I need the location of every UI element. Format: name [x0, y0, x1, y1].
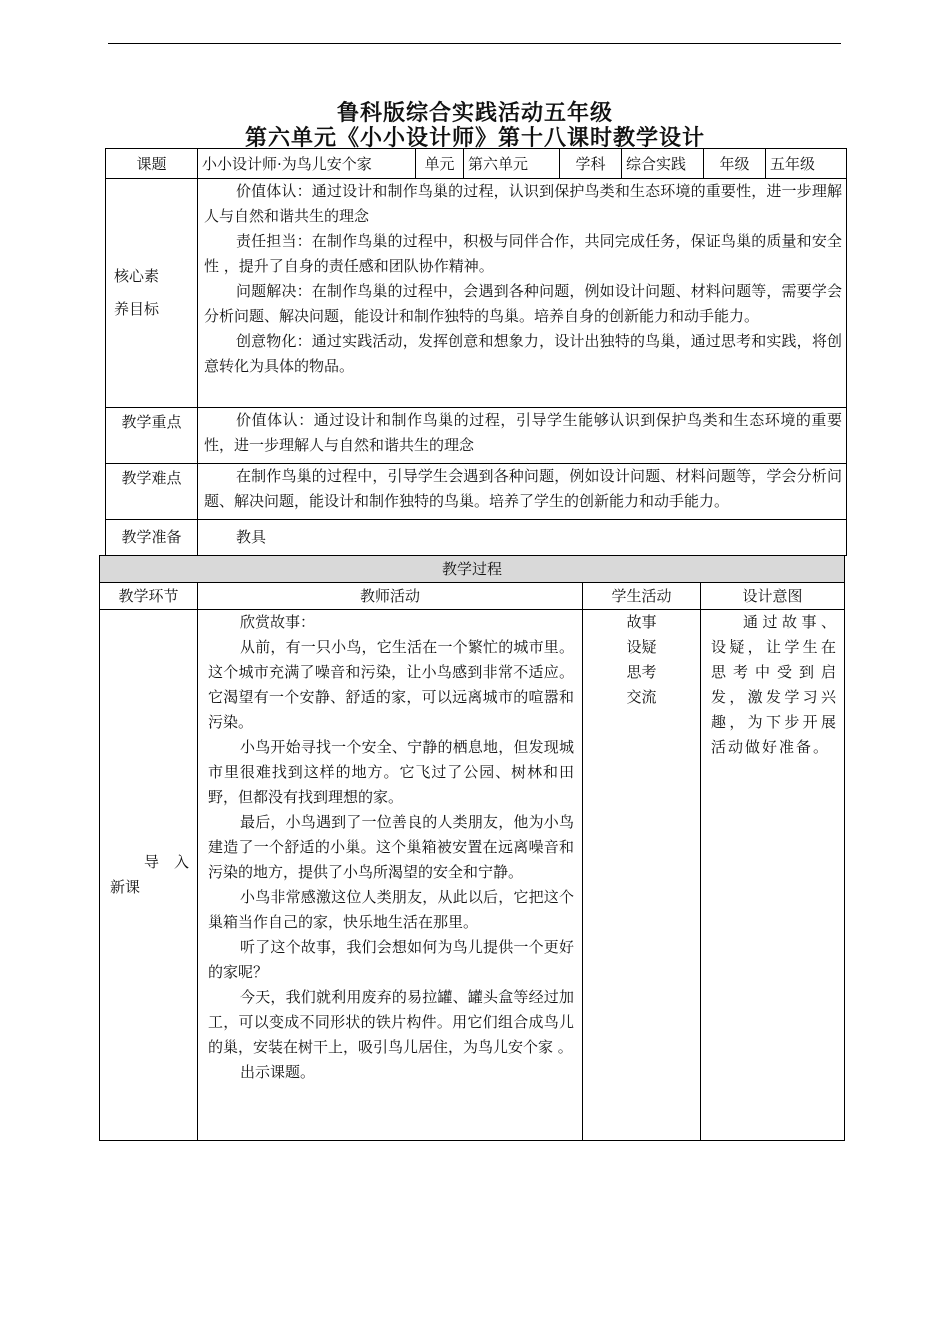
process-header: 教学过程 — [100, 556, 845, 583]
stage-label-line1: 导 入 — [144, 853, 190, 871]
difficulty-row — [106, 464, 847, 520]
core-goal-creativity: 创意物化：通过实践活动，发挥创意和想象力，设计出独特的鸟巢，通过思考和实践，将创意转化为具体的物品。 — [204, 332, 842, 375]
doc-title-line1: 鲁科版综合实践活动五年级 — [336, 100, 613, 126]
prep-row — [106, 520, 847, 556]
grade-label: 年级 — [704, 149, 766, 179]
topic-value: 小小设计师·为鸟儿安个家 — [198, 149, 416, 179]
prep-text: 教具 — [236, 528, 267, 546]
stage-cell — [100, 610, 198, 1141]
core-goals-content — [198, 179, 847, 408]
topic-row — [106, 149, 847, 179]
teacher-paragraph: 今天，我们就利用废弃的易拉罐、罐头盒等经过加工，可以变成不同形状的铁片构件。用它们组合成鸟儿的巢，安装在树干上，吸引鸟儿居住，为鸟儿安个家 。 — [208, 988, 574, 1056]
teacher-paragraph: 小鸟开始寻找一个安全、宁静的栖息地，但发现城市里很难找到这样的地方。它飞过了公园、树林和田野，但都没有找到理想的家。 — [208, 738, 574, 806]
teacher-paragraph: 从前，有一只小鸟，它生活在一个繁忙的城市里。这个城市充满了噪音和污染，让小鸟感到非常不适应。它渴望有一个安静、舒适的家，可以远离城市的喧嚣和污染。 — [208, 638, 574, 731]
col-teacher: 教师活动 — [198, 583, 583, 610]
prep-cell — [198, 520, 847, 556]
core-goal-value: 价值体认：通过设计和制作鸟巢的过程，认识到保护鸟类和生态环境的重要性，进一步理解人与自然和谐共生的理念 — [204, 182, 842, 225]
core-goal-problem-solving: 问题解决：在制作鸟巢的过程中，会遇到各种问题，例如设计问题、材料问题等，需要学会分析问题、解决问题，能设计和制作独特的鸟巢。培养自身的创新能力和动手能力。 — [204, 282, 842, 325]
teacher-paragraph: 欣赏故事： — [240, 613, 316, 631]
col-intent: 设计意图 — [701, 583, 845, 610]
difficulty-label: 教学难点 — [106, 464, 198, 520]
student-item: 思考 — [626, 663, 657, 681]
student-item: 故事 — [626, 613, 657, 631]
core-goals-label: 核心素 养目标 — [106, 179, 198, 408]
col-stage: 教学环节 — [100, 583, 198, 610]
topic-label: 课题 — [106, 149, 198, 179]
student-item: 交流 — [626, 688, 657, 706]
intent-text: 通过故事、设疑，让学生在思考中受到启发，激发学习兴趣，为下步开展活动做好准备。 — [711, 613, 839, 756]
core-goal-responsibility: 责任担当：在制作鸟巢的过程中，积极与同伴合作，共同完成任务，保证鸟巢的质量和安全性 ，提升了自身的责任感和团队协作精神。 — [204, 232, 842, 275]
header-rule — [108, 43, 841, 44]
key-points-text: 价值体认：通过设计和制作鸟巢的过程，引导学生能够认识到保护鸟类和生态环境的重要性，进一步理解人与自然和谐共生的理念 — [204, 411, 842, 454]
subject-value: 综合实践 — [622, 149, 704, 179]
process-columns-row — [100, 583, 845, 610]
student-activity-cell — [583, 610, 701, 1141]
col-student: 学生活动 — [583, 583, 701, 610]
teacher-paragraph: 听了这个故事，我们会想如何为鸟儿提供一个更好的家呢？ — [208, 938, 574, 981]
process-table — [99, 555, 845, 1141]
difficulty-cell — [198, 464, 847, 520]
key-points-cell — [198, 408, 847, 464]
key-points-label: 教学重点 — [106, 408, 198, 464]
intent-cell — [701, 610, 845, 1141]
process-header-row — [100, 556, 845, 583]
unit-label: 单元 — [416, 149, 464, 179]
student-item: 设疑 — [626, 638, 657, 656]
teacher-paragraph: 最后，小鸟遇到了一位善良的人类朋友，他为小鸟建造了一个舒适的小巢。这个巢箱被安置在远离噪音和污染的地方，提供了小鸟所渴望的安全和宁静。 — [208, 813, 574, 881]
unit-value: 第六单元 — [464, 149, 560, 179]
teacher-activity-cell — [198, 610, 583, 1141]
prep-label: 教学准备 — [106, 520, 198, 556]
subject-label: 学科 — [560, 149, 622, 179]
key-points-row — [106, 408, 847, 464]
core-goals-row — [106, 179, 847, 408]
teacher-paragraph: 小鸟非常感激这位人类朋友，从此以后，它把这个巢箱当作自己的家，快乐地生活在那里。 — [208, 888, 574, 931]
info-table — [105, 148, 847, 556]
teacher-paragraph: 出示课题。 — [240, 1063, 316, 1081]
grade-value: 五年级 — [766, 149, 847, 179]
stage-label-line2: 新课 — [110, 878, 141, 896]
doc-title-line2: 第六单元《小小设计师》第十八课时教学设计 — [244, 125, 705, 151]
difficulty-text: 在制作鸟巢的过程中，引导学生会遇到各种问题，例如设计问题、材料问题等，学会分析问题、解决问题，能设计和制作独特的鸟巢。培养了学生的创新能力和动手能力。 — [204, 467, 842, 510]
intro-row — [100, 610, 845, 1141]
